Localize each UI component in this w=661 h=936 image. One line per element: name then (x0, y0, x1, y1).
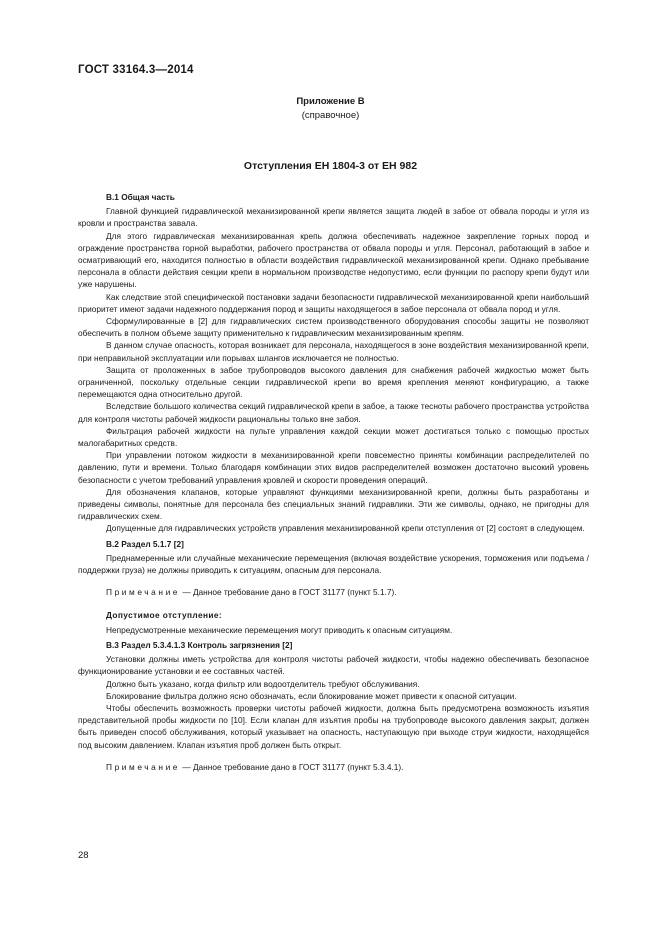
note-text: — Данное требование дано в ГОСТ 31177 (пункт 5.1.7). (180, 587, 397, 598)
annex-title: Приложение В (296, 96, 365, 107)
deviation-heading: Допустимое отступление: (106, 609, 223, 620)
note (78, 586, 589, 598)
paragraph: Должно быть указано, когда фильтр или водоотделитель требуют обслуживания. (106, 678, 420, 689)
paragraph: Сформулированные в [2] для гидравлических систем производственного оборудования способы защиты не позволяют обеспечить в полном объеме защиту применительно к гидравлическим механизированным крепям. (78, 316, 589, 339)
paragraph: Как следствие этой специфической постановки задачи безопасности гидравлической механизированной крепи наибольший приоритет имеют задачи надежного поддержания пород и защиты находящегося в забое персонала от обвала пород и угля. (78, 291, 589, 314)
paragraph: Допущенные для гидравлических устройств управления механизированной крепи отступления от [2] состоят в следующем. (106, 523, 585, 534)
section-heading-b1: В.1 Общая часть (106, 192, 175, 202)
note-text: — Данное требование дано в ГОСТ 31177 (пункт 5.3.4.1). (180, 761, 404, 772)
page-number: 28 (78, 850, 89, 861)
section-heading-b3: В.3 Раздел 5.3.4.1.3 Контроль загрязнения [2] (106, 639, 293, 650)
note (78, 761, 589, 773)
paragraph: Защита от проложенных в забое трубопроводов высокого давления для снабжения рабочей жидкостью может быть ограниченной, поскольку отдельные секции гидравлической крепи во время крепления меняют конфигурацию, а также перемещаются одна относительно другой. (78, 364, 589, 400)
paragraph: Преднамеренные или случайные механические перемещения (включая воздействие ускорения, торможения или подъема /поддержки груза) не должны приводить к ситуациям, опасным для персонала. (78, 552, 589, 576)
document-body (78, 188, 589, 783)
paragraph: Чтобы обеспечить возможность проверки чистоты рабочей жидкости, должна быть предусмотрена возможность изъятия представительной пробы жидкости по [10]. Если клапан для изъятия пробы на трубопроводе высокого давления закрыт, должен быть приведен способ обслуживания, который указывает на опасность, наступающую при выходе струи жидкости, находящейся под высоким давлением. Клапан изъятия проб должен быть открыт. (78, 702, 589, 750)
paragraph: Для обозначения клапанов, которые управляют функциями механизированной крепи, должны быть разработаны и приведены символы, понятные для персонала без специальных знаний гидравлики. Эти же символы, однако, не пригодны для гидравлических схем. (78, 486, 589, 522)
section-heading-b2: В.2 Раздел 5.1.7 [2] (106, 538, 184, 549)
paragraph: Блокирование фильтра должно ясно обозначать, если блокирование может привести к опасной ситуации. (106, 690, 517, 701)
paragraph: Установки должны иметь устройства для контроля чистоты рабочей жидкости, чтобы надежно обеспечивать безопасное функционирование установки и ее составных частей. (78, 654, 589, 677)
page-title: Отступления ЕН 1804-3 от ЕН 982 (243, 160, 418, 172)
document-header: ГОСТ 33164.3—2014 (78, 64, 194, 76)
paragraph: Непредусмотренные механические перемещения могут приводить к опасным ситуациям. (106, 624, 453, 635)
note-label: Примечание (106, 587, 181, 598)
paragraph: При управлении потоком жидкости в механизированной крепи повсеместно приняты комбинации распределителей по давлению, пути и времени. Только благодаря комбинации этих видов распределителей возможен достаточно высокий уровень безопасности с учетом требований управления кровлей и скорости проведения операций. (78, 450, 589, 485)
paragraph: В данном случае опасность, которая возникает для персонала, находящегося в зоне воздействия механизированной крепи, при неправильной эксплуатации или порывах шлангов исключается не полностью. (78, 340, 589, 363)
paragraph: Для этого гидравлическая механизированная крепь должна обеспечивать надежное закрепление горных пород и ограждение пространства горной выработки, рабочего пространства от обвала породы и угля. Персонал, работающий в забое и осматривающий его, находится полностью в области воздействия гидравлической механизированной крепи. Однако пребывание персонала в области действия секции крепи в нормальном производстве недопустимо, если функции по распору крепи будут или уже нарушены. (78, 230, 589, 290)
paragraph: Фильтрация рабочей жидкости на пульте управления каждой секции может достигаться только с помощью простых малогабаритных средств. (78, 425, 589, 449)
annex-kind: (справочное) (301, 110, 360, 121)
note-label: Примечание (106, 761, 181, 772)
paragraph: Вследствие большого количества секций гидравлической крепи в забое, а также тесноты рабочего пространства устройства для контроля чистоты рабочей жидкости рациональны только вне забоя. (78, 401, 589, 424)
paragraph: Главной функцией гидравлической механизированной крепи является защита людей в забое от обвала породы и угля из кровли и пространства завала. (78, 206, 589, 229)
